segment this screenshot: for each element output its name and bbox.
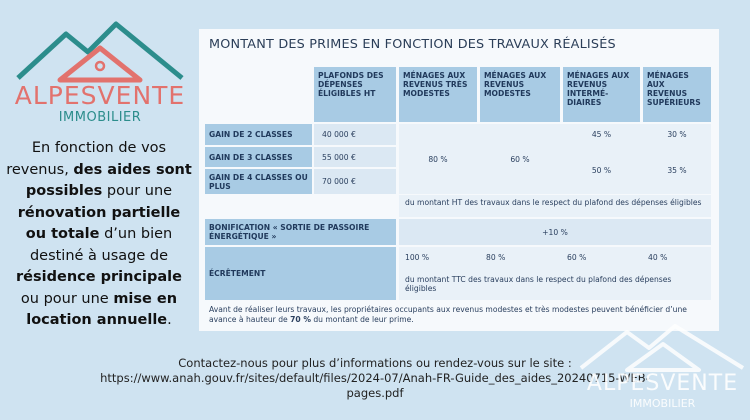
amount-gain4: 70 000 € — [314, 169, 396, 194]
row-label-gain2: GAIN DE 2 CLASSES — [205, 124, 312, 145]
table-title: MONTANT DES PRIMES EN FONCTION DES TRAVAUX RÉALISÉS — [209, 37, 616, 52]
watermark-mountain-icon — [575, 322, 750, 372]
row-label-gain3: GAIN DE 3 CLASSES — [205, 147, 312, 167]
value-inter-gain2: 45 % — [591, 130, 612, 139]
watermark-name: ALPESVENTE — [586, 371, 739, 396]
intro-text: d’un bien destiné à usage de — [29, 226, 173, 264]
advance-note-text: du montant de leur prime. — [310, 315, 414, 324]
intro-text: En fonction de vos revenus, — [6, 140, 167, 178]
header-intermediaires: MÉNAGES AUX REVENUS INTERMÉ-DIAIRES — [563, 67, 640, 122]
header-tres-modestes: MÉNAGES AUX REVENUS TRÈS MODESTES — [399, 67, 477, 122]
header-plafonds: PLAFONDS DES DÉPENSES ÉLIGIBLES HT — [314, 67, 396, 122]
row-label-bonification: BONIFICATION « SORTIE DE PASSOIRE ÉNERGÉTIQUE » — [205, 219, 396, 245]
aid-table-card — [199, 29, 719, 331]
intro-bold: des aides sont possibles — [25, 161, 192, 199]
watermark-logo — [575, 322, 750, 420]
value-sup-gain2: 30 % — [667, 130, 687, 139]
intro-text: . — [167, 312, 172, 328]
ecretement-v2: 80 % — [486, 253, 506, 262]
intro-bold: mise en location annuelle — [26, 290, 178, 328]
note-ht: du montant HT des travaux dans le respect du plafond des dépenses éligibles — [399, 195, 711, 217]
intro-paragraph — [6, 138, 192, 332]
contact-line: Contactez-nous pour plus d’informations ou rendez-vous sur le site : — [178, 356, 572, 370]
advance-note-text: Avant de réaliser leurs travaux, les propriétaires occupants aux revenus modestes et très modestes peuvent bénéficier d’une avance à hauteur de — [209, 305, 687, 324]
amount-gain3: 55 000 € — [314, 147, 396, 167]
mountain-house-icon — [14, 18, 186, 84]
value-inter-gain34: 50 % — [591, 166, 612, 175]
row-label-gain4: GAIN DE 4 CLASSES OU PLUS — [205, 169, 312, 194]
value-tres-modestes: 80 % — [428, 154, 448, 164]
watermark-subtitle: IMMOBILIER — [629, 397, 696, 410]
advance-note-bold: 70 % — [290, 315, 311, 324]
logo-subtitle: IMMOBILIER — [58, 110, 142, 125]
ecretement-v3: 60 % — [567, 253, 587, 262]
intro-bold: rénovation partielle ou totale — [17, 204, 181, 242]
ecretement-v1: 100 % — [405, 253, 430, 262]
value-bonification: +10 % — [399, 219, 711, 245]
contact-link[interactable]: pages.pdf — [346, 386, 404, 400]
value-sup-gain34: 35 % — [667, 166, 687, 175]
row-label-ecretement: ÉCRÊTEMENT — [205, 247, 396, 300]
contact-link[interactable]: https://www.anah.gouv.fr/sites/default/files/2024-07/Anah-FR-Guide_des_aides_20240715-WEB- — [100, 371, 650, 385]
ecretement-note: du montant TTC des travaux dans le respect du plafond des dépenses éligibles — [405, 275, 672, 293]
brand-logo — [14, 18, 186, 128]
header-superieurs: MÉNAGES AUX REVENUS SUPÉRIEURS — [643, 67, 711, 122]
logo-name: ALPESVENTE — [14, 81, 186, 110]
header-modestes: MÉNAGES AUX REVENUS MODESTES — [480, 67, 560, 122]
amount-gain2: 40 000 € — [314, 124, 396, 145]
value-modestes: 60 % — [510, 154, 530, 164]
intro-text: pour une — [102, 183, 173, 199]
ecretement-v4: 40 % — [648, 253, 668, 262]
intro-bold: résidence principale — [16, 269, 182, 285]
intro-text: ou pour une — [20, 290, 114, 307]
